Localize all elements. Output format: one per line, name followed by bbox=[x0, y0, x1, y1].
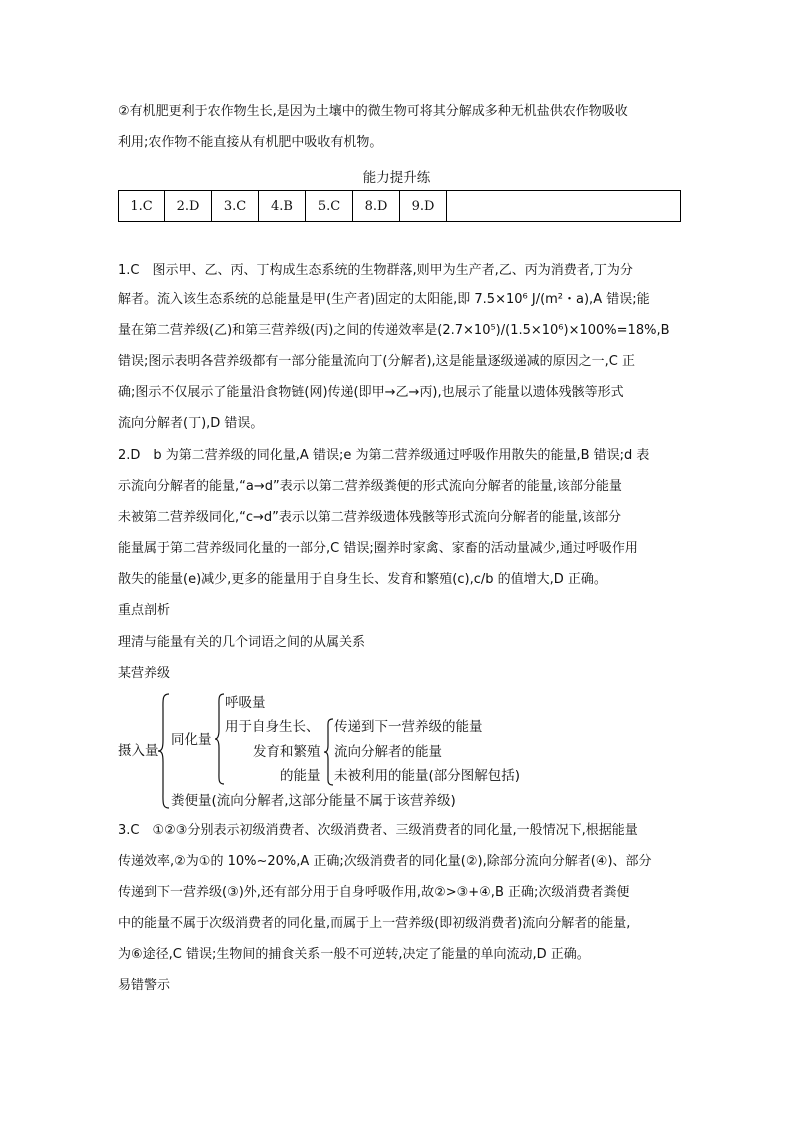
answer-cell-4: 4.B bbox=[259, 191, 306, 222]
answer-cell-6: 8.D bbox=[353, 191, 400, 222]
q3-line-1: 3.C ①②③分别表示初级消费者、次级消费者、三级消费者的同化量,一般情况下,根据能量 bbox=[118, 823, 638, 838]
diagram-growth-1: 用于自身生长、 bbox=[225, 719, 320, 735]
answer-cell-5: 5.C bbox=[306, 191, 353, 222]
q3-line-3: 传递到下一营养级(③)外,还有部分用于自身呼吸作用,故②>③+④,B 正确;次级消费者粪便 bbox=[118, 885, 630, 900]
q1-line-5: 确;图示不仅展示了能量沿食物链(网)传递(即甲→乙→丙),也展示了能量以遗体残骸等形式 bbox=[118, 385, 624, 400]
diagram-next-level: 传递到下一营养级的能量 bbox=[334, 719, 483, 735]
q3-line-5: 为⑥途径,C 错误;生物间的捕食关系一般不可逆转,决定了能量的单向流动,D 正确。 bbox=[118, 947, 590, 962]
diagram-respiration: 呼吸量 bbox=[225, 695, 266, 711]
diagram-feces: 粪便量(流向分解者,这部分能量不属于该营养级) bbox=[171, 793, 456, 809]
warning-heading: 易错警示 bbox=[118, 978, 171, 993]
q1-line-1: 1.C 图示甲、乙、丙、丁构成生态系统的生物群落,则甲为生产者,乙、丙为消费者,丁为分 bbox=[118, 263, 633, 278]
q2-line-4: 能量属于第二营养级同化量的一部分,C 错误;圈养时家禽、家畜的活动量减少,通过呼吸作用 bbox=[118, 541, 638, 556]
analysis-heading: 重点剖析 bbox=[118, 603, 171, 618]
q3-line-4: 中的能量不属于次级消费者的同化量,而属于上一营养级(即初级消费者)流向分解者的能量, bbox=[118, 916, 631, 931]
answer-cell-7: 9.D bbox=[400, 191, 447, 222]
diagram-unused: 未被利用的能量(部分图解包括) bbox=[334, 768, 521, 784]
answer-cell-2: 2.D bbox=[165, 191, 212, 222]
diagram-assimilation: 同化量 bbox=[171, 732, 212, 748]
q2-line-2: 示流向分解者的能量,“a→d”表示以第二营养级粪便的形式流向分解者的能量,该部分能量 bbox=[118, 479, 622, 494]
q1-line-3: 量在第二营养级(乙)和第三营养级(丙)之间的传递效率是(2.7×10⁵)/(1.5×10⁶)×100%=18%,B bbox=[118, 323, 670, 338]
q1-line-4: 错误;图示表明各营养级都有一部分能量流向丁(分解者),这是能量逐级递减的原因之一,C 正 bbox=[118, 354, 635, 369]
analysis-level: 某营养级 bbox=[118, 666, 171, 681]
q1-line-6: 流向分解者(丁),D 错误。 bbox=[118, 416, 264, 431]
answer-row bbox=[119, 191, 681, 222]
q2-line-3: 未被第二营养级同化,“c→d”表示以第二营养级遗体残骸等形式流向分解者的能量,该部分 bbox=[118, 510, 622, 525]
analysis-subheading: 理清与能量有关的几个词语之间的从属关系 bbox=[118, 635, 366, 650]
q1-line-2: 解者。流入该生态系统的总能量是甲(生产者)固定的太阳能,即 7.5×10⁶ J/(m²・a),A 错误;能 bbox=[118, 292, 650, 307]
q2-line-5: 散失的能量(e)减少,更多的能量用于自身生长、发育和繁殖(c),c/b 的值增大,D 正确。 bbox=[118, 572, 607, 587]
q3-line-2: 传递效率,②为①的 10%~20%,A 正确;次级消费者的同化量(②),除部分流向分解者(④)、部分 bbox=[118, 854, 652, 869]
section-title: 能力提升练 bbox=[362, 170, 431, 186]
diagram-intake: 摄入量 bbox=[118, 743, 159, 759]
answer-cell-3: 3.C bbox=[212, 191, 259, 222]
q2-line-1: 2.D b 为第二营养级的同化量,A 错误;e 为第二营养级通过呼吸作用散失的能量,B 错误;d 表 bbox=[118, 448, 650, 463]
diagram-growth-2: 发育和繁殖 bbox=[253, 744, 321, 760]
intro-line-1: ②有机肥更利于农作物生长,是因为土壤中的微生物可将其分解成多种无机盐供农作物吸收 bbox=[118, 104, 628, 119]
answer-cell-1: 1.C bbox=[119, 191, 165, 222]
answer-cell-blank bbox=[447, 191, 681, 222]
diagram-decomposer: 流向分解者的能量 bbox=[334, 744, 442, 760]
intake-brace bbox=[157, 692, 171, 810]
intro-line-2: 利用;农作物不能直接从有机肥中吸收有机物。 bbox=[118, 135, 383, 150]
diagram-growth-3: 的能量 bbox=[280, 768, 321, 784]
answer-table bbox=[118, 190, 681, 222]
